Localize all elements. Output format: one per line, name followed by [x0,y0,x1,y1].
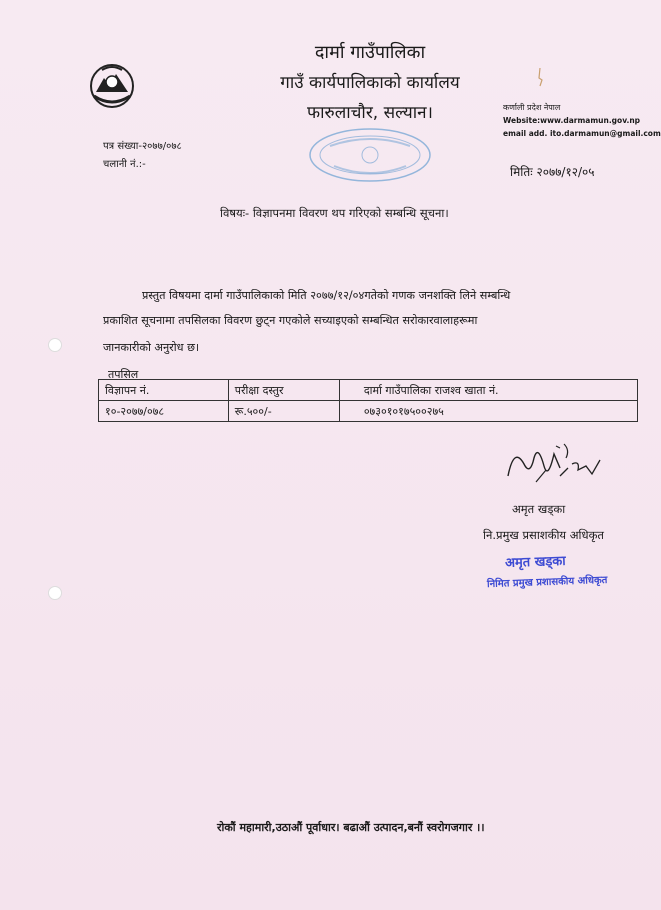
office-address: फारुलाचौर, सल्यान। [307,103,433,123]
dispatch-number: चलानी नं.:- [103,159,146,170]
contact-block [503,101,661,140]
stamp-signer-title: निमित प्रमुख प्रशासकीय अधिकृत [486,574,608,591]
nepal-emblem-icon [86,62,138,110]
handwritten-signature [500,436,610,486]
footer-slogan: रोकौं महामारी,उठाऔं पूर्वाधार। बढाऔं उत्पादन,बनौं स्वरोगजगार ।। [217,821,485,834]
table-row [99,401,638,422]
letter-date: मितिः २०७७/१२/०५ [510,165,595,179]
column-header: विज्ञापन नं. [99,380,229,401]
office-name: गाउँ कार्यपालिकाको कार्यालय [280,73,460,93]
body-line-2: प्रकाशित सूचनामा तपसिलका विवरण छुट्न गएकोले सच्याइएको सम्बन्धित सरोकारवालाहरूमा [103,314,478,327]
punch-hole [48,586,62,600]
table-header-row [99,380,638,401]
website-text: Website:www.darmamun.gov.np [503,116,641,125]
letter-number: पत्र संख्या-२०७७/०७८ [103,141,182,152]
table-cell: रू.५००/- [228,401,339,422]
details-table [98,379,638,422]
column-header: दार्मा गाउँपालिका राजश्व खाता नं. [339,380,637,401]
ink-mark-icon [535,68,545,88]
column-header: परीक्षा दस्तुर [228,380,339,401]
municipality-name: दार्मा गाउँपालिका [314,42,426,63]
table-cell: ०७३०१०१७५००२७५ [339,401,637,422]
details-heading: तपसिल [108,368,139,381]
body-line-3: जानकारीको अनुरोध छ। [103,341,200,354]
signer-title: नि.प्रमुख प्रसाशकीय अधिकृत [483,528,604,542]
office-seal-stamp [300,124,440,186]
punch-hole [48,338,62,352]
table-cell: १०-२०७७/०७८ [99,401,229,422]
stamp-signer-name: अमृत खड्का [504,553,566,572]
province-label: कर्णाली प्रदेश नेपाल [503,103,561,112]
subject-line: विषयः- विज्ञापनमा विवरण थप गरिएको सम्बन्धि सूचना। [220,206,449,220]
email-text: email add. ito.darmamun@gmail.com [503,129,661,138]
body-line-1: प्रस्तुत विषयमा दार्मा गाउँपालिकाको मिति २०७७/१२/०४गतेको गणक जनशक्ति लिने सम्बन्धि [142,289,511,302]
signer-name: अमृत खड्का [512,502,566,516]
